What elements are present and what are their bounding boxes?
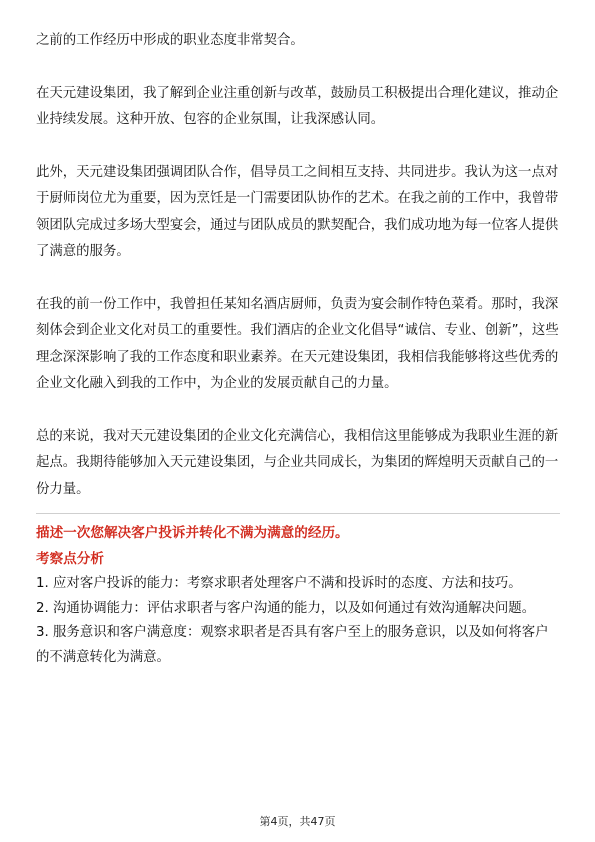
analysis-heading: 考察点分析: [36, 551, 104, 567]
section-divider: [36, 513, 560, 514]
paragraph-teamwork: 此外，天元建设集团强调团队合作，倡导员工之间相互支持、共同进步。我认为这一点对于厨师岗位尤为重要，因为烹饪是一门需要团队协作的艺术。在我之前的工作中，我曾带领团队完成过多场大型宴会，通过与团队成员的默契配合，我们成功地为每一位客人提供了满意的服务。: [36, 164, 559, 259]
paragraph-spacer: [36, 55, 560, 81]
paragraph-conclusion: 总的来说，我对天元建设集团的企业文化充满信心，我相信这里能够成为我职业生涯的新起点。我期待能够加入天元建设集团，与企业共同成长，为集团的辉煌明天贡献自己的一份力量。: [36, 428, 559, 497]
page-number-footer: 第4页，共47页: [259, 815, 336, 828]
interview-question: 描述一次您解决客户投诉并转化不满为满意的经历。: [36, 525, 349, 541]
paragraph-previous-job: 在我的前一份工作中，我曾担任某知名酒店厨师，负责为宴会制作特色菜肴。那时，我深刻体会到企业文化对员工的重要性。我们酒店的企业文化倡导“诚信、专业、创新”，这些理念深深影响了我的工作态度和职业素养。在天元建设集团，我相信我能够将这些优秀的企业文化融入到我的工作中，为企业的发展贡献自己的力量。: [36, 296, 559, 391]
analysis-item: 3. 服务意识和客户满意度：观察求职者是否具有客户至上的服务意识，以及如何将客户的不满意转化为满意。: [36, 625, 549, 665]
paragraph-spacer: [36, 266, 560, 292]
analysis-item: 1. 应对客户投诉的能力：考察求职者处理客户不满和投诉时的态度、方法和技巧。: [36, 576, 522, 591]
paragraph-continuation: 之前的工作经历中形成的职业态度非常契合。: [36, 33, 304, 48]
analysis-item: 2. 沟通协调能力：评估求职者与客户沟通的能力，以及如何通过有效沟通解决问题。: [36, 600, 536, 616]
paragraph-spacer: [36, 134, 560, 160]
paragraph-spacer: [36, 398, 560, 424]
paragraph-innovation: 在天元建设集团，我了解到企业注重创新与改革，鼓励员工积极提出合理化建议，推动企业持续发展。这种开放、包容的企业氛围，让我深感认同。: [36, 85, 559, 127]
document-content: [36, 28, 560, 670]
